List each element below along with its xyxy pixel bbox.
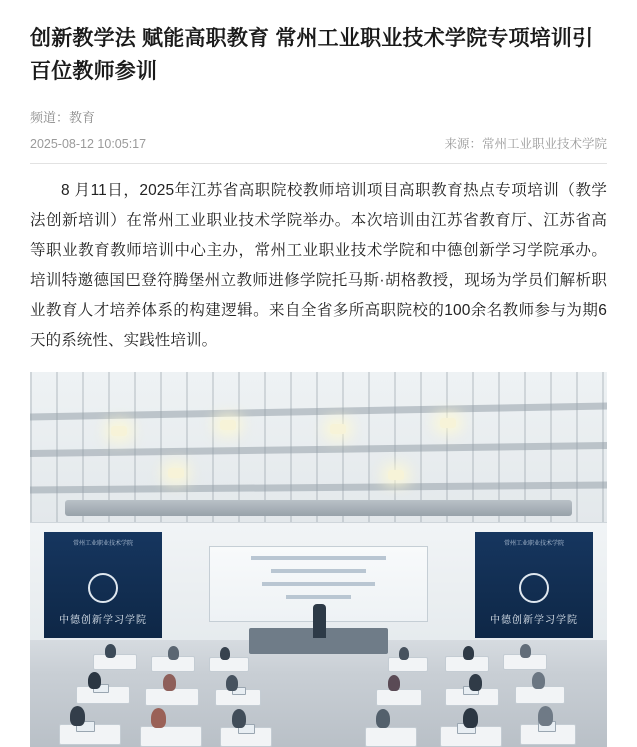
audience-desk — [93, 654, 137, 670]
audience-person — [168, 646, 179, 660]
audience-person — [88, 672, 101, 689]
banner-right — [475, 532, 593, 638]
audience-desk — [140, 726, 202, 747]
article-meta — [30, 108, 607, 153]
audience-person — [70, 706, 85, 726]
audience-person — [388, 675, 400, 691]
audience-person — [538, 706, 553, 726]
audience-person — [463, 646, 474, 660]
banner-left-topline: 常州工业职业技术学院 — [72, 540, 133, 547]
ceiling-lamp — [220, 420, 236, 430]
channel-label: 频道：教育 — [30, 110, 96, 125]
audience-person — [105, 644, 116, 658]
audience-person — [226, 675, 238, 691]
photo-scene — [30, 372, 607, 747]
audience-person — [399, 647, 409, 660]
ceiling-lamp — [168, 468, 184, 478]
audience-person — [463, 708, 478, 728]
meta-row — [30, 135, 607, 153]
audience-person — [220, 647, 230, 660]
ceiling-lamp — [440, 418, 456, 428]
audience-area — [30, 644, 607, 747]
audience-person — [376, 709, 390, 728]
publish-time: 2025-08-12 10:05:17 — [30, 137, 147, 151]
audience-person — [520, 644, 531, 658]
ceiling-lamp — [388, 470, 404, 480]
institute-logo-icon — [88, 573, 118, 603]
source-label: 来源：常州工业职业技术学院 — [444, 137, 607, 151]
article-photo — [30, 372, 607, 747]
article-body: 8 月11日，2025年江苏省高职院校教师培训项目高职教育热点专项培训（教学法创新培训）在常州工业职业技术学院举办。本次培训由江苏省教育厅、江苏省高等职业教育教师培训中心主办，常州工业职业技术学院和中德创新学习学院承办。培训特邀德国巴登符腾堡州立教师进修学院托马斯·胡格教授，现场为学员们解析职业教育人才培养体系的构建逻辑。来自全省多所高职院校的100余名教师参与为期6天的系统性、实践性培训。 — [30, 182, 607, 349]
audience-desk — [376, 689, 422, 706]
audience-desk — [365, 727, 417, 747]
banner-left-text: 中德创新学习学院 — [59, 614, 147, 626]
audience-person — [469, 674, 482, 691]
banner-right-text: 中德创新学习学院 — [490, 614, 578, 626]
ceiling-lamp — [111, 426, 127, 436]
institute-logo-icon — [519, 573, 549, 603]
audience-person — [163, 674, 176, 691]
audience-person — [232, 709, 246, 728]
audience-person — [532, 672, 545, 689]
banner-left — [44, 532, 162, 638]
ceiling-duct — [65, 500, 573, 516]
meta-divider — [30, 163, 607, 164]
audience-person — [151, 708, 166, 728]
banner-right-topline: 常州工业职业技术学院 — [503, 540, 564, 547]
presenter-figure — [313, 604, 326, 638]
page-title: 创新教学法 赋能高职教育 常州工业职业技术学院专项培训引百位教师参训 — [30, 27, 594, 83]
ceiling-lamp — [330, 424, 346, 434]
